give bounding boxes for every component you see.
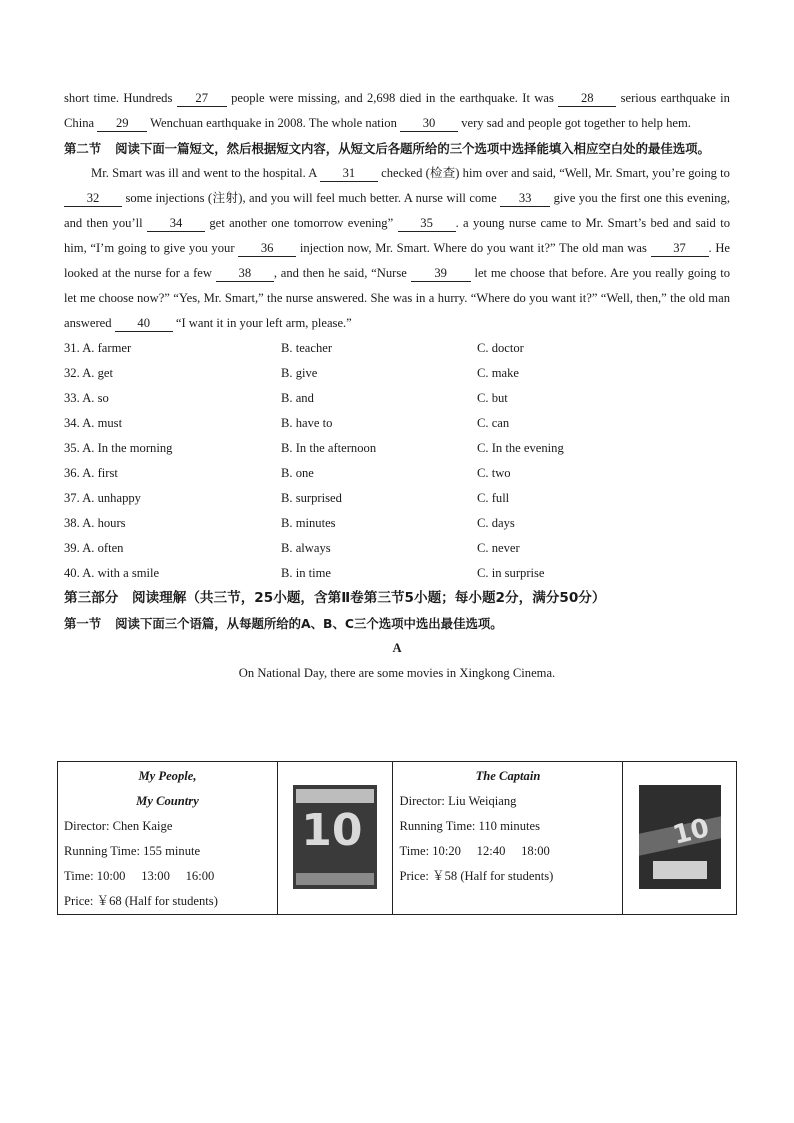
passage-intro: On National Day, there are some movies in Xingkong Cinema. (238, 666, 556, 680)
option-a[interactable]: 35. A. In the morning (64, 441, 173, 455)
movie-title-line2: My Country (136, 794, 199, 808)
section-label: 第二节 (64, 141, 102, 156)
options-list (64, 336, 730, 586)
text: some injections (注射), and you will feel much better. A nurse will come (125, 191, 497, 205)
poster-text: 10 (669, 813, 713, 851)
option-b[interactable]: B. always (281, 541, 331, 555)
passage-letter: A (392, 641, 402, 655)
option-a[interactable]: 34. A. must (64, 416, 123, 430)
text: injection now, Mr. Smart. Where do you want it?” The old man was (299, 241, 647, 255)
option-c[interactable]: C. never (477, 541, 520, 555)
blank-39[interactable]: 39 (411, 266, 471, 282)
movie-info-cell (58, 762, 278, 915)
text: . a young nurse came to Mr. Smart’s bed and said to him, “I’m going to give you your (64, 216, 730, 255)
option-a[interactable]: 40. A. with a smile (64, 566, 160, 580)
option-row-34 (64, 411, 730, 436)
text: Mr. Smart was ill and went to the hospital. A (91, 166, 317, 180)
movie-price: Price: ￥68 (Half for students) (64, 894, 218, 908)
section-instructions: 阅读下面一篇短文，然后根据短文内容，从短文后各题所给的三个选项中选择能填入相应空白处的最佳选项。 (115, 141, 710, 156)
option-row-33 (64, 386, 730, 411)
blank-30[interactable]: 30 (400, 116, 458, 132)
option-c[interactable]: C. but (477, 391, 508, 405)
movie-title: My People, (138, 769, 197, 783)
blank-37[interactable]: 37 (651, 241, 709, 257)
option-b[interactable]: B. In the afternoon (281, 441, 377, 455)
movie-price: Price: ￥58 (Half for students) (399, 869, 554, 883)
blank-40[interactable]: 40 (115, 316, 173, 332)
option-b[interactable]: B. teacher (281, 341, 333, 355)
option-row-32 (64, 361, 730, 386)
option-b[interactable]: B. have to (281, 416, 333, 430)
option-a[interactable]: 39. A. often (64, 541, 124, 555)
movie-director: Director: Liu Weiqiang (399, 794, 517, 808)
option-b[interactable]: B. minutes (281, 516, 336, 530)
text: Wenchuan earthquake in 2008. The whole nation (150, 116, 397, 130)
option-c[interactable]: C. make (477, 366, 519, 380)
text: let me choose that before. Are you really going to let me choose now?” “Yes, Mr. Smart,” the nurse answered. She was in a hurry. “Where do you want it?” “Well, then,” the old man answered (64, 266, 731, 330)
blank-33[interactable]: 33 (500, 191, 550, 207)
option-b[interactable]: B. one (281, 466, 314, 480)
exam-page (64, 86, 730, 686)
option-a[interactable]: 37. A. unhappy (64, 491, 141, 505)
option-b[interactable]: B. give (281, 366, 318, 380)
text: , and then he said, “Nurse (273, 266, 407, 280)
blank-32[interactable]: 32 (64, 191, 122, 207)
option-c[interactable]: C. in surprise (477, 566, 545, 580)
text: very sad and people got together to help hem. (461, 116, 691, 130)
movie-title: The Captain (475, 769, 541, 783)
movie-showtimes: Time: 10:20 12:40 18:00 (399, 844, 550, 858)
table-row (58, 762, 737, 915)
option-a[interactable]: 31. A. farmer (64, 341, 132, 355)
option-a[interactable]: 38. A. hours (64, 516, 126, 530)
text: “I want it in your left arm, please.” (175, 316, 352, 330)
section-instructions: 阅读下面三个语篇，从每题所给的A、B、C三个选项中选出最佳选项。 (115, 616, 503, 631)
option-c[interactable]: C. days (477, 516, 515, 530)
option-b[interactable]: B. surprised (281, 491, 342, 505)
option-row-37 (64, 486, 730, 511)
part3-section1-heading (64, 611, 730, 636)
option-row-35 (64, 436, 730, 461)
option-c[interactable]: C. In the evening (477, 441, 564, 455)
movie-poster-cell (623, 762, 737, 915)
blank-36[interactable]: 36 (238, 241, 296, 257)
option-c[interactable]: C. doctor (477, 341, 524, 355)
passage2 (64, 161, 730, 336)
blank-27[interactable]: 27 (177, 91, 227, 107)
option-c[interactable]: C. can (477, 416, 510, 430)
section-label: 第一节 (64, 616, 102, 631)
option-b[interactable]: B. in time (281, 566, 332, 580)
movie-running-time: Running Time: 110 minutes (399, 819, 541, 833)
option-row-38 (64, 511, 730, 536)
poster-text: 10 (301, 805, 363, 856)
blank-34[interactable]: 34 (147, 216, 205, 232)
movie-poster-cell (277, 762, 393, 915)
movie-poster-image (293, 785, 377, 889)
option-a[interactable]: 32. A. get (64, 366, 113, 380)
option-a[interactable]: 33. A. so (64, 391, 109, 405)
section2-heading (64, 136, 730, 161)
text: get another one tomorrow evening” (209, 216, 394, 230)
text: . He looked at the nurse for a few (64, 241, 731, 280)
text: give you the first one this evening, and then you’ll (64, 191, 731, 230)
text: people were missing, and 2,698 died in the earthquake. It was (231, 91, 554, 105)
blank-31[interactable]: 31 (320, 166, 378, 182)
option-c[interactable]: C. full (477, 491, 510, 505)
text: serious earthquake in China (64, 91, 730, 130)
blank-38[interactable]: 38 (216, 266, 274, 282)
part3-heading: 第三部分 阅读理解（共三节，25小题，含第Ⅱ卷第三节5小题；每小题2分，满分50分） (64, 590, 606, 606)
option-c[interactable]: C. two (477, 466, 511, 480)
movies-table (57, 761, 737, 915)
option-b[interactable]: B. and (281, 391, 314, 405)
option-a[interactable]: 36. A. first (64, 466, 118, 480)
movie-running-time: Running Time: 155 minute (64, 844, 201, 858)
blank-29[interactable]: 29 (97, 116, 147, 132)
option-row-36 (64, 461, 730, 486)
option-row-31 (64, 336, 730, 361)
movie-showtimes: Time: 10:00 13:00 16:00 (64, 869, 215, 883)
movie-info-cell (393, 762, 623, 915)
option-row-40 (64, 561, 730, 586)
text: checked (检查) him over and said, “Well, Mr. Smart, you’re going to (381, 166, 730, 180)
text: short time. Hundreds (64, 91, 173, 105)
passage1-continuation (64, 86, 730, 136)
option-row-39 (64, 536, 730, 561)
blank-35[interactable]: 35 (398, 216, 456, 232)
blank-28[interactable]: 28 (558, 91, 616, 107)
movie-poster-image (639, 785, 721, 889)
movie-director: Director: Chen Kaige (64, 819, 173, 833)
